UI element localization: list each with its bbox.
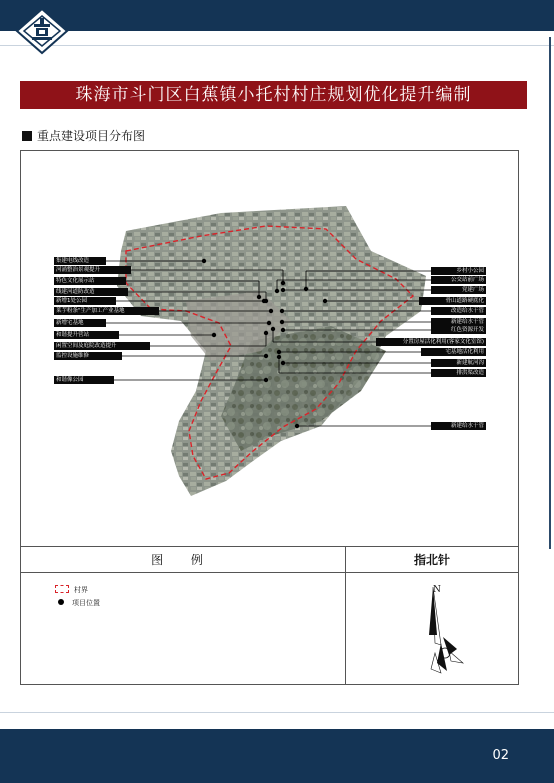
page-title: 珠海市斗门区白蕉镇小托村村庄规划优化提升编制 — [20, 81, 527, 109]
map-label: 监控设施维修 — [54, 352, 122, 360]
aerial-imagery — [117, 206, 426, 496]
map-label: 闲置空间及庭院改造提升 — [54, 342, 150, 350]
map-label: 分置房屋活化利用(客家文化室馆) — [376, 338, 486, 346]
legend-title: 图 例 — [21, 546, 346, 573]
map-frame — [20, 150, 519, 685]
side-rule — [549, 37, 551, 549]
map-label: 宅基地活化利用 — [421, 348, 486, 356]
page-number: 02 — [492, 748, 509, 763]
map-label: 党建广场 — [431, 286, 486, 294]
map-label: 新增1处公园 — [54, 297, 116, 305]
map-label: 改造给水干管 — [431, 307, 486, 315]
logo-emblem-icon — [15, 7, 69, 55]
compass-title: 指北针 — [346, 546, 518, 573]
section-heading — [22, 127, 145, 144]
header-band — [0, 0, 554, 31]
map-label: 新建给水干管 — [431, 422, 486, 430]
legend-label: 项目位置 — [72, 599, 100, 607]
footer-rule — [0, 712, 554, 713]
footer-band — [0, 729, 554, 783]
dot-icon — [58, 599, 64, 605]
map-label: 红色资源开发 — [431, 326, 486, 334]
map-label: 线建河道防改造 — [54, 288, 128, 296]
map-label: 排洪渠改造 — [431, 369, 486, 377]
north-arrow-icon — [411, 583, 481, 675]
section-title: 重点建设项目分布图 — [37, 129, 146, 143]
square-bullet-icon — [22, 131, 32, 141]
map-label: 乡村小公园 — [431, 267, 486, 275]
map-label: 新建给水干管 — [431, 318, 486, 326]
map-label: 和谐像公园 — [54, 376, 114, 384]
map-label: 和谐提升营站 — [54, 331, 119, 339]
legend-label: 村界 — [74, 586, 88, 594]
map-label: 新建航河沟 — [431, 359, 486, 367]
map-label: 公交站前广场 — [431, 276, 486, 284]
legend-item-boundary — [55, 585, 88, 595]
dashed-boundary-icon — [55, 585, 69, 593]
map-label: 特色文化展示站 — [54, 277, 126, 285]
map-label: 河涌整治景观提升 — [54, 266, 131, 274]
map-label: 骨山道路硬底化 — [419, 297, 486, 305]
map-label: 新增宅基地 — [54, 319, 106, 327]
header-rule — [0, 45, 554, 46]
legend-panel — [21, 573, 346, 684]
map-label: 莱芋粉条"生产加工产业基地 — [54, 307, 159, 315]
legend-item-project — [55, 598, 100, 608]
map-label: 集建电线改造 — [54, 257, 106, 265]
north-label: N — [433, 585, 441, 595]
